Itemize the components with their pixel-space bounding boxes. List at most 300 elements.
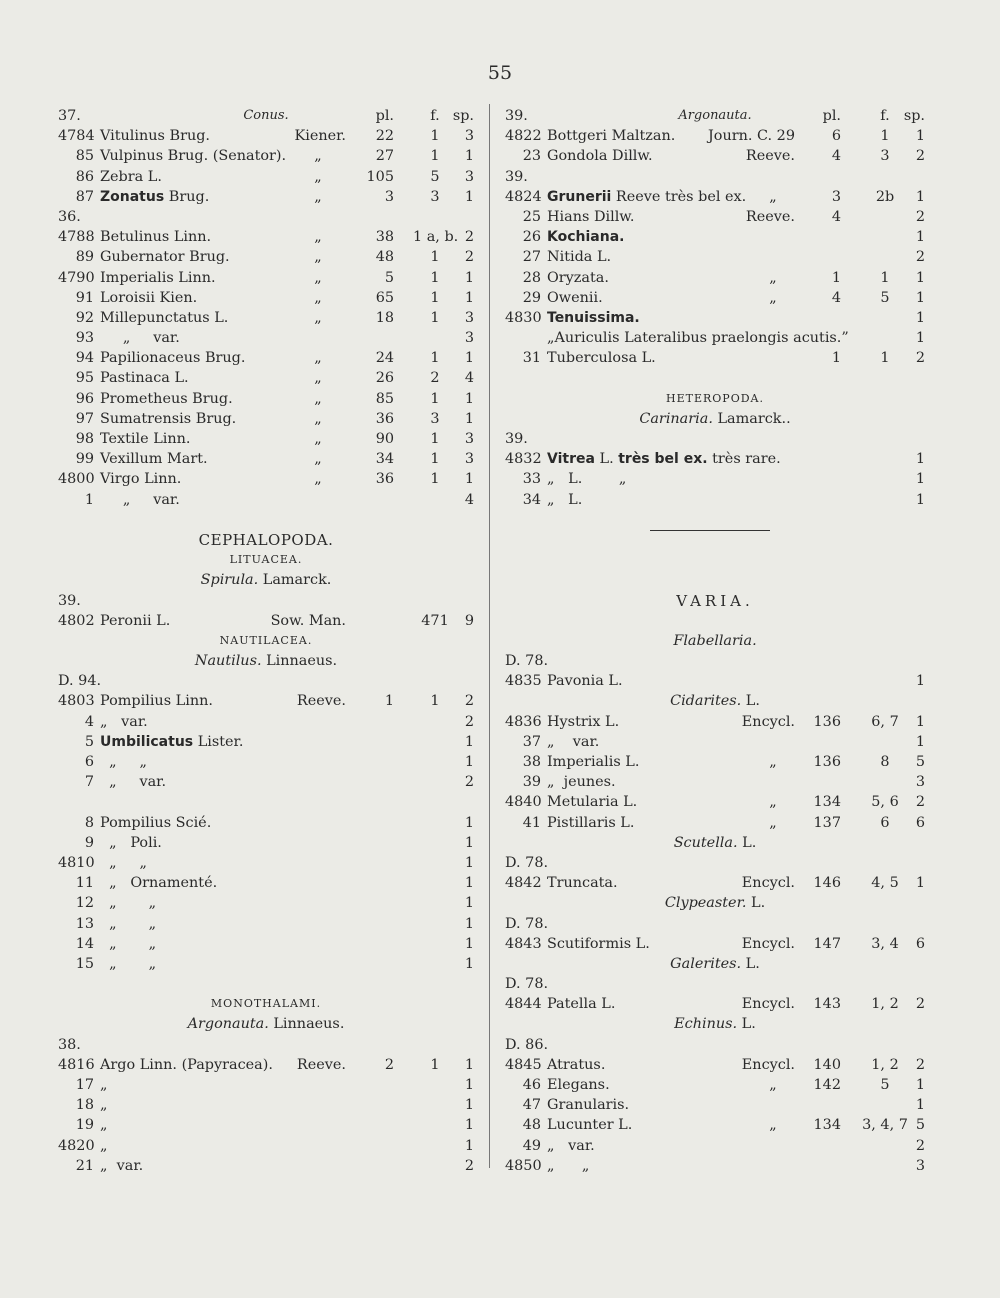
species-name: „Auriculis Lateralibus praelongis acutis.”	[547, 330, 849, 347]
catalog-number: 86	[75, 168, 94, 185]
catalog-row	[58, 954, 474, 974]
specimen-count: 6	[915, 814, 925, 831]
reference-author: Encycl.	[741, 996, 795, 1013]
genus-author: L.	[737, 834, 757, 851]
specimen-count: 1	[915, 269, 925, 286]
catalog-number: 41	[522, 814, 541, 831]
species-name: Zebra L.	[100, 168, 162, 185]
specimen-count: 2	[915, 1056, 925, 1073]
specimen-count: 1	[464, 834, 474, 851]
plate-number: 5	[384, 269, 394, 286]
species-name	[547, 227, 624, 247]
specimen-count: 1	[915, 451, 925, 468]
catalog-number: 4850	[505, 1157, 542, 1174]
catalog-number: 4810	[58, 854, 95, 871]
f-heading: f.	[430, 108, 440, 124]
catalog-number: 7	[84, 774, 94, 791]
plate-number: 48	[375, 249, 394, 266]
specimen-count: 1	[915, 491, 925, 508]
ditto-mark: „	[769, 1117, 777, 1134]
figure-number: 1	[430, 269, 440, 286]
species-name: Imperialis L.	[547, 754, 640, 770]
species-name: „ var.	[547, 1137, 595, 1154]
specimen-count: 1	[464, 289, 474, 306]
specimen-count: 1	[464, 1097, 474, 1114]
plate-group-number: 39.	[505, 168, 528, 185]
ditto-mark: „	[769, 794, 777, 811]
catalog-row	[505, 490, 925, 510]
specimen-count: 6	[915, 935, 925, 952]
specimen-count: 1	[464, 915, 474, 932]
reference-author: Encycl.	[741, 875, 795, 892]
catalog-number: 4844	[505, 996, 542, 1013]
species-name: „ var.	[100, 330, 180, 347]
figure-number: 1	[430, 693, 440, 710]
catalog-row	[505, 126, 925, 146]
species-name: Oryzata.	[547, 269, 609, 286]
group-label	[505, 167, 925, 187]
plate-number: 147	[813, 935, 841, 952]
catalog-row	[58, 490, 474, 510]
blank-line	[505, 510, 925, 530]
genus-heading: Argonauta.	[678, 108, 752, 123]
catalog-number: 97	[75, 410, 94, 427]
species-name: Hians Dillw.	[547, 208, 635, 225]
catalog-number: 87	[75, 188, 94, 205]
section-title: HETEROPODA.	[666, 391, 764, 405]
catalog-number: 5	[84, 733, 94, 750]
specimen-count: 5	[915, 754, 925, 770]
catalog-number: 37	[522, 733, 541, 750]
species-name: Granularis.	[547, 1097, 630, 1114]
catalog-number: 4800	[58, 471, 95, 488]
species-name: Vitrea L. très bel ex. très rare.	[547, 451, 781, 468]
ditto-mark: „	[314, 249, 322, 266]
group-label	[58, 1035, 474, 1055]
specimen-count: 2	[464, 774, 474, 791]
species-name-bold: Vitrea	[547, 451, 595, 468]
species-name: „ var.	[100, 491, 180, 508]
specimen-count: 1	[464, 350, 474, 367]
reference-author: Sow. Man.	[270, 612, 346, 629]
figure-number: 3, 4, 7	[862, 1117, 908, 1134]
plate-number: 6	[831, 128, 841, 145]
species-name: „ var.	[100, 1157, 144, 1174]
species-name: Grunerii Reeve très bel ex.	[547, 188, 747, 205]
catalog-row	[58, 914, 474, 934]
species-name	[547, 308, 640, 328]
species-name: Pompilius Linn.	[100, 693, 213, 710]
catalog-number: 4836	[505, 713, 542, 730]
plate-number: 24	[375, 350, 394, 367]
figure-number: 1	[880, 350, 890, 367]
plate-number: 1	[384, 693, 394, 710]
specimen-count: 1	[464, 410, 474, 427]
catalog-number: 23	[522, 148, 541, 165]
genus-heading-row	[505, 631, 925, 651]
reference-author: Reeve.	[745, 148, 795, 165]
specimen-count: 1	[464, 854, 474, 871]
genus-author: Linnaeus.	[261, 653, 338, 670]
catalog-number: 38	[522, 754, 541, 770]
catalog-row	[505, 207, 925, 227]
genus-heading: Conus.	[243, 108, 289, 123]
pl-heading: pl.	[822, 108, 841, 124]
column-header	[505, 106, 925, 126]
catalog-number: 29	[522, 289, 541, 306]
species-name: Truncata.	[547, 875, 618, 892]
specimen-count: 1	[915, 188, 925, 205]
plate-number: 38	[375, 229, 394, 246]
figure-number: 5	[880, 1077, 890, 1093]
plate-number: 2	[384, 1056, 394, 1073]
genus-name: Galerites.	[670, 955, 742, 972]
species-name: Scutiformis L.	[547, 935, 650, 952]
plate-group-number: 39.	[505, 431, 528, 447]
species-name: Nitida L.	[547, 249, 612, 266]
figure-number: 5	[430, 168, 440, 185]
genus-heading	[58, 1014, 474, 1034]
catalog-row	[58, 268, 474, 288]
genus-heading	[505, 954, 925, 974]
catalog-row	[58, 348, 474, 368]
ditto-mark: „	[314, 390, 322, 407]
catalog-row	[505, 1055, 925, 1075]
ditto-mark: „	[314, 148, 322, 165]
figure-number: 1	[430, 289, 440, 306]
column-divider	[489, 104, 490, 1168]
specimen-count: 1	[915, 330, 925, 347]
catalog-row	[58, 187, 474, 207]
catalog-row	[58, 611, 474, 631]
catalog-row	[505, 994, 925, 1014]
catalog-row	[58, 752, 474, 772]
catalog-row	[505, 449, 925, 469]
separator-rule	[650, 530, 770, 531]
figure-number: 4, 5	[871, 875, 899, 892]
sp-heading: sp.	[452, 108, 474, 124]
species-name: Prometheus Brug.	[100, 390, 233, 407]
species-name: Betulinus Linn.	[100, 229, 212, 246]
section-heading	[58, 631, 474, 651]
plate-number: 34	[375, 451, 394, 468]
catalog-number: 92	[75, 309, 94, 326]
plate-group-number: 36.	[58, 208, 81, 225]
catalog-row	[505, 792, 925, 812]
blank-line	[505, 550, 925, 570]
plate-number: 137	[813, 814, 841, 831]
catalog-row	[58, 813, 474, 833]
group-label	[505, 651, 925, 671]
catalog-number: 96	[75, 390, 94, 407]
figure-number: 5, 6	[871, 794, 899, 811]
catalog-number: 93	[75, 330, 94, 347]
specimen-count: 1	[464, 935, 474, 952]
catalog-row	[505, 1156, 925, 1176]
catalog-number: 4840	[505, 794, 542, 811]
specimen-count: 9	[464, 612, 474, 629]
species-name: „ jeunes.	[547, 774, 616, 791]
species-name: Sumatrensis Brug.	[100, 410, 237, 427]
figure-number: 1	[880, 128, 890, 145]
species-name: „ var.	[100, 713, 148, 730]
catalog-row	[505, 288, 925, 308]
specimen-count: 1	[915, 713, 925, 730]
plate-number: 65	[375, 289, 394, 306]
specimen-count: 3	[915, 774, 925, 791]
catalog-row	[58, 469, 474, 489]
group-label	[58, 591, 474, 611]
specimen-count: 2	[464, 249, 474, 266]
catalog-row	[58, 873, 474, 893]
species-name-bold: Zonatus	[100, 188, 165, 205]
species-name: „	[100, 1097, 108, 1114]
group-label	[58, 671, 474, 691]
specimen-count: 3	[464, 431, 474, 447]
catalog-row	[58, 146, 474, 166]
specimen-count: 2	[464, 1157, 474, 1174]
plate-number: 143	[813, 996, 841, 1013]
catalog-row	[505, 1075, 925, 1095]
specimen-count: 1	[464, 1077, 474, 1093]
blank-line	[58, 974, 474, 994]
plate-number: 142	[813, 1077, 841, 1093]
species-name: „	[100, 1137, 108, 1154]
figure-number: 1	[430, 471, 440, 488]
catalog-row	[58, 853, 474, 873]
genus-name: Argonauta.	[187, 1016, 269, 1033]
figure-number: 2	[430, 370, 440, 387]
specimen-count: 1	[464, 269, 474, 286]
catalog-row	[505, 671, 925, 691]
catalog-number: 4	[84, 713, 94, 730]
specimen-count: 2	[464, 693, 474, 710]
specimen-count: 4	[464, 491, 474, 508]
plate-number: 90	[375, 431, 394, 447]
catalog-number: 4802	[58, 612, 95, 629]
ditto-mark: „	[314, 350, 322, 367]
species-name: Atratus.	[547, 1056, 606, 1073]
ditto-mark: „	[769, 188, 777, 205]
reference-author: Encycl.	[741, 935, 795, 952]
species-name: Elegans.	[547, 1077, 610, 1093]
species-name: Umbilicatus Lister.	[100, 733, 244, 750]
plate-group-number: D. 78.	[505, 653, 549, 670]
catalog-number: 39	[522, 774, 541, 791]
figure-number: 1	[430, 148, 440, 165]
catalog-number: 49	[522, 1137, 541, 1154]
genus-author: Lamarck..	[712, 410, 791, 427]
catalog-number: 34	[522, 491, 541, 508]
species-name: Hystrix L.	[547, 713, 620, 730]
catalog-row	[58, 833, 474, 853]
genus-heading-row	[505, 1014, 925, 1034]
ditto-mark: „	[314, 269, 322, 286]
catalog-row	[58, 691, 474, 711]
catalog-row	[58, 328, 474, 348]
plate-number: 1	[831, 350, 841, 367]
specimen-count: 1	[464, 955, 474, 972]
genus-heading-row	[58, 651, 474, 671]
catalog-number: 98	[75, 431, 94, 447]
plate-group-number: D. 78.	[505, 854, 549, 871]
figure-number: 6	[880, 814, 890, 831]
plate-number: 3	[831, 188, 841, 205]
separator-line	[505, 530, 925, 550]
catalog-number: 8	[84, 814, 94, 831]
genus-author: L.	[741, 955, 760, 972]
genus-name: Carinaria.	[639, 410, 713, 427]
catalog-number: 26	[522, 229, 541, 246]
species-name-bold: Grunerii	[547, 188, 612, 205]
genus-author: L.	[746, 895, 766, 912]
figure-number: 3	[880, 148, 890, 165]
catalog-row	[505, 328, 925, 348]
section-heading	[505, 591, 925, 611]
sp-heading: sp.	[903, 108, 925, 124]
genus-name: Flabellaria.	[673, 632, 757, 649]
plate-number: 146	[813, 875, 841, 892]
genus-author: L.	[741, 693, 760, 710]
specimen-count: 3	[464, 451, 474, 468]
genus-author: Lamarck.	[258, 572, 332, 589]
catalog-row	[505, 752, 925, 772]
genus-heading-row	[505, 893, 925, 913]
blank-line	[505, 368, 925, 388]
ditto-mark: „	[314, 451, 322, 468]
catalog-number: 25	[522, 208, 541, 225]
ditto-mark: „	[314, 309, 322, 326]
catalog-number: 4843	[505, 935, 542, 952]
ditto-mark: „	[314, 168, 322, 185]
catalog-row	[58, 429, 474, 449]
specimen-count: 3	[464, 168, 474, 185]
specimen-count: 1	[464, 188, 474, 205]
reference-author: Reeve.	[745, 208, 795, 225]
species-name-bold: Kochiana.	[547, 229, 625, 246]
specimen-count: 1	[915, 471, 925, 488]
reference-author: Journ. C. 29	[708, 128, 795, 145]
specimen-count: 2	[915, 996, 925, 1013]
specimen-count: 5	[915, 1117, 925, 1134]
plate-number: 136	[813, 754, 841, 770]
genus-name: Nautilus.	[194, 653, 262, 670]
species-name: „ var.	[547, 733, 600, 750]
group-label	[505, 974, 925, 994]
catalog-number: 33	[522, 471, 541, 488]
figure-number: 1	[430, 451, 440, 468]
figure-number: 6, 7	[871, 713, 899, 730]
catalog-number: 11	[75, 875, 94, 892]
plate-number: 3	[384, 188, 394, 205]
catalog-number: 4820	[58, 1137, 95, 1154]
catalog-row	[505, 1095, 925, 1115]
species-name: Gondola Dillw.	[547, 148, 653, 165]
catalog-row	[58, 1075, 474, 1095]
catalog-row	[58, 934, 474, 954]
catalog-number: 13	[75, 915, 94, 932]
catalog-row	[58, 308, 474, 328]
catalog-row	[58, 1115, 474, 1135]
genus-author: Linnaeus.	[268, 1016, 345, 1033]
section-title: VARIA.	[676, 591, 754, 610]
genus-heading-row	[58, 570, 474, 590]
catalog-number: 89	[75, 249, 94, 266]
ditto-mark: „	[769, 289, 777, 306]
genus-heading-row	[505, 691, 925, 711]
catalog-number: 18	[75, 1097, 94, 1114]
genus-author: L.	[737, 1016, 756, 1033]
specimen-count: 2	[464, 229, 474, 246]
specimen-count: 1	[915, 1077, 925, 1093]
plate-group-number: 37.	[58, 108, 81, 124]
pl-heading: pl.	[375, 108, 394, 124]
catalog-row	[58, 732, 474, 752]
species-name: Vitulinus Brug.	[100, 128, 211, 145]
species-name-bold: Tenuissima.	[547, 309, 640, 326]
plate-number: 136	[813, 713, 841, 730]
species-name: „ „	[100, 955, 157, 972]
catalog-number: 46	[522, 1077, 541, 1093]
specimen-count: 1	[464, 390, 474, 407]
blank-line	[58, 792, 474, 812]
catalog-row	[58, 1136, 474, 1156]
catalog-number: 4788	[58, 229, 95, 246]
plate-number: 22	[375, 128, 394, 145]
specimen-count: 4	[464, 370, 474, 387]
catalog-row	[58, 126, 474, 146]
species-name: „ „	[100, 935, 157, 952]
genus-name: Scutella.	[673, 834, 738, 851]
plate-group-number: 39.	[58, 592, 81, 609]
catalog-number: 4842	[505, 875, 542, 892]
genus-heading	[58, 651, 474, 671]
catalog-number: 47	[522, 1097, 541, 1114]
plate-number: 27	[375, 148, 394, 165]
species-name: Zonatus Brug.	[100, 188, 210, 205]
species-name: Gubernator Brug.	[100, 249, 230, 266]
catalog-row	[58, 1055, 474, 1075]
figure-number: 1	[430, 350, 440, 367]
right-column	[505, 106, 925, 1176]
specimen-count: 1	[464, 875, 474, 892]
specimen-count: 1	[915, 128, 925, 145]
genus-heading-row	[505, 409, 925, 429]
figure-number: 1	[430, 431, 440, 447]
catalog-number: 85	[75, 148, 94, 165]
specimen-count: 2	[915, 350, 925, 367]
specimen-count: 1	[915, 289, 925, 306]
plate-number: 36	[375, 471, 394, 488]
catalog-row	[58, 772, 474, 792]
catalog-number: 27	[522, 249, 541, 266]
reference-author: Encycl.	[741, 1056, 795, 1073]
catalog-number: 91	[75, 289, 94, 306]
plate-group-number: D. 86.	[505, 1036, 549, 1053]
plate-group-number: D. 78.	[505, 976, 549, 993]
catalog-number: 14	[75, 935, 94, 952]
species-name: „ „	[100, 854, 147, 871]
figure-number: 471	[421, 612, 449, 629]
catalog-row	[58, 1095, 474, 1115]
ditto-mark: „	[314, 229, 322, 246]
catalog-number: 9	[84, 834, 94, 851]
species-name: „ var.	[100, 774, 167, 791]
figure-number: 1	[430, 249, 440, 266]
genus-name: Cidarites.	[670, 693, 742, 710]
specimen-count: 2	[915, 249, 925, 266]
catalog-number: 4803	[58, 693, 95, 710]
